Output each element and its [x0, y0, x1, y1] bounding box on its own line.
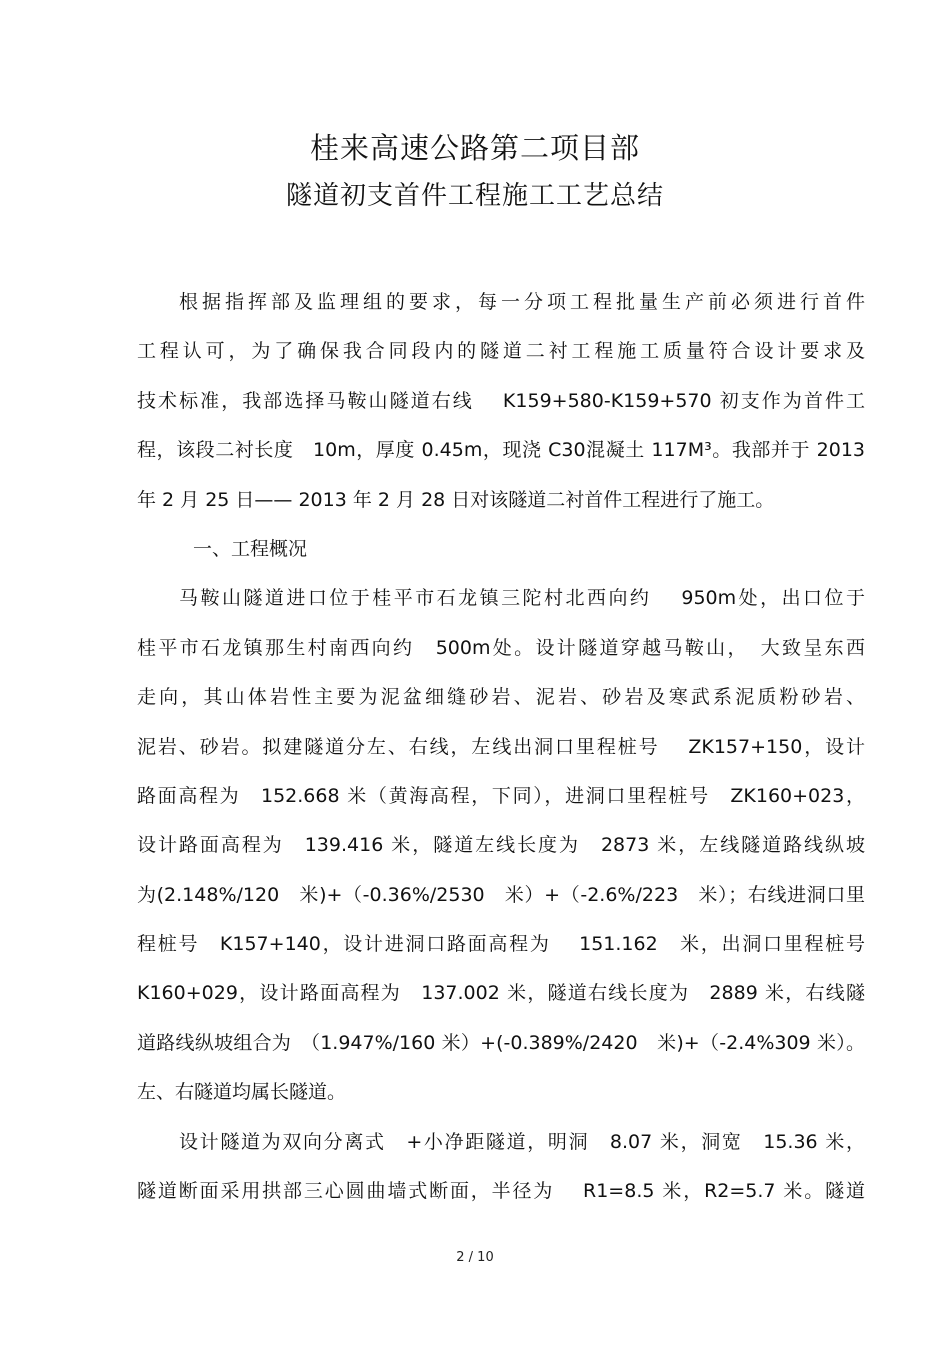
text-line: 泥岩、砂岩。拟建隧道分左、右线，左线出洞口里程桩号 ZK157+150，设计	[137, 735, 865, 758]
text-line: 路面高程为 152.668 米（黄海高程，下同），进洞口里程桩号 ZK160+023，	[137, 784, 865, 807]
document-title: 桂来高速公路第二项目部	[309, 131, 640, 165]
text-line: 隧道断面采用拱部三心圆曲墙式断面，半径为 R1=8.5 米，R2=5.7 米。隧道	[137, 1180, 865, 1203]
document-body	[137, 278, 865, 1216]
section-heading: 一、工程概况	[193, 537, 308, 560]
page-number: 2 / 10	[456, 1250, 494, 1265]
text-line: 桂平市石龙镇那生村南西向约 500m处。设计隧道穿越马鞍山， 大致呈东西	[137, 636, 865, 659]
text-line: 年 2 月 25 日—— 2013 年 2 月 28 日对该隧道二衬首件工程进行了施工。	[137, 488, 775, 511]
text-line: 左、右隧道均属长隧道。	[137, 1081, 347, 1104]
text-line: 设计路面高程为 139.416 米，隧道左线长度为 2873 米，左线隧道路线纵坡	[137, 834, 865, 857]
document-subtitle: 隧道初支首件工程施工工艺总结	[285, 181, 664, 211]
text-line: 程，该段二衬长度 10m，厚度 0.45m，现浇 C30混凝土 117M³。我部并于 2013	[137, 439, 865, 462]
text-line: 技术标准，我部选择马鞍山隧道右线 K159+580-K159+570 初支作为首件工	[137, 389, 865, 412]
text-line: 设计隧道为双向分离式 +小净距隧道，明洞 8.07 米，洞宽 15.36 米，	[179, 1130, 865, 1153]
text-line: 工程认可，为了确保我合同段内的隧道二衬工程施工质量符合设计要求及	[137, 340, 865, 363]
text-line: 道路线纵坡组合为 （1.947%/160 米）+(-0.389%/2420 米)+（-2.4%309 米）。	[137, 1031, 865, 1054]
text-line: 程桩号 K157+140，设计进洞口路面高程为 151.162 米，出洞口里程桩号	[137, 933, 865, 956]
text-line: K160+029，设计路面高程为 137.002 米，隧道右线长度为 2889 米，右线隧	[137, 982, 865, 1005]
text-line: 马鞍山隧道进口位于桂平市石龙镇三陀村北西向约 950m处，出口位于	[179, 587, 865, 610]
text-line: 根据指挥部及监理组的要求，每一分项工程批量生产前必须进行首件	[179, 291, 865, 313]
text-line: 走向，其山体岩性主要为泥盆细缝砂岩、泥岩、砂岩及寒武系泥质粉砂岩、	[137, 686, 865, 709]
text-line: 为(2.148%/120 米)+（-0.36%/2530 米）+（-2.6%/223 米）；右线进洞口里	[137, 883, 865, 906]
